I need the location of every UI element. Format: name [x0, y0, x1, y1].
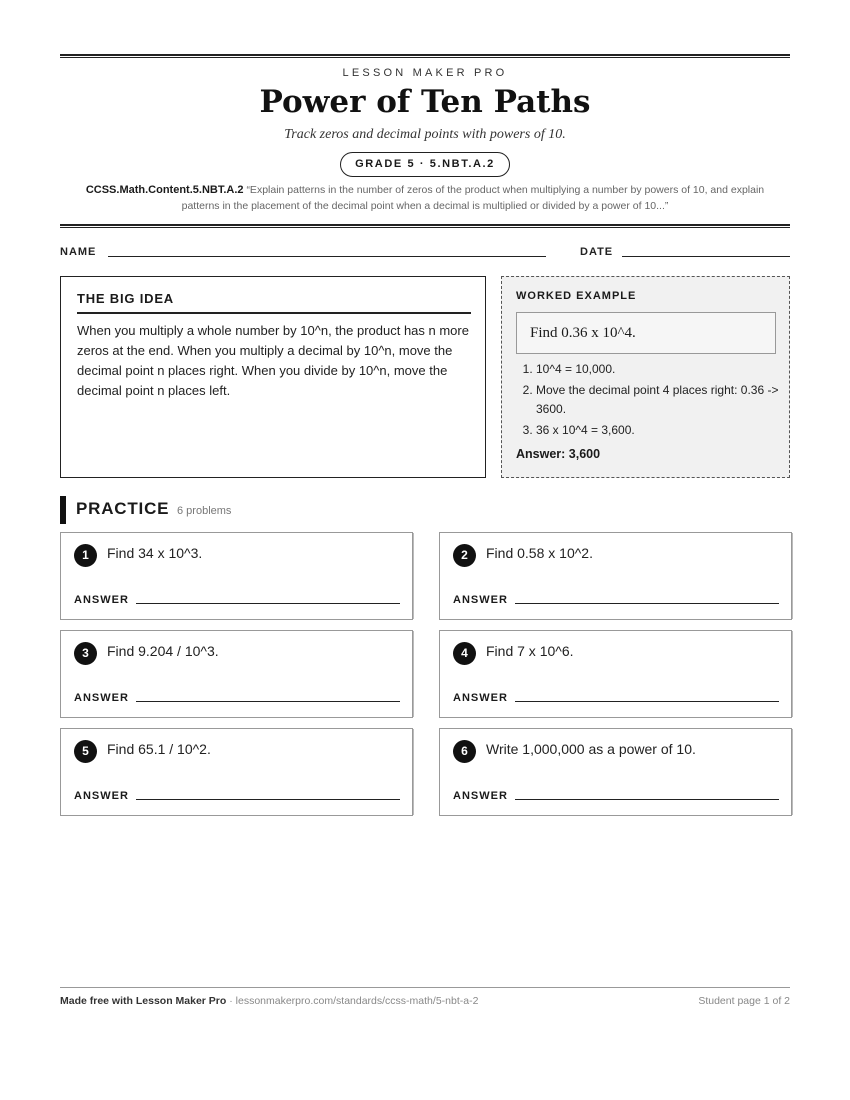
problem-question: Find 34 x 10^3.: [107, 545, 203, 561]
problem-card: [60, 532, 413, 620]
page-subtitle: Track zeros and decimal points with powers of 10.: [284, 127, 566, 142]
problem-card: [60, 728, 413, 816]
standard-text: “Explain patterns in the number of zeros of the product when multiplying a number by powers of 10, and explain patterns in the placement of the decimal point when a decimal is multiplied or divided by a power of 10...”: [181, 184, 765, 212]
problem-number: 6: [453, 740, 476, 763]
worked-example-prompt: Find 0.36 x 10^4.: [516, 312, 776, 354]
practice-accent-bar: [60, 496, 66, 524]
top-rule: [60, 54, 790, 58]
standard-statement: [70, 182, 780, 214]
problem-card: [439, 532, 792, 620]
footer-separator: ·: [226, 995, 236, 1007]
big-idea-body: When you multiply a whole number by 10^n, the product has n more zeros at the end. When you multiply a decimal by 10^n, move the decimal point n places right. When you divide by 10^n, move the decimal point n places left.: [77, 323, 469, 398]
standard-code: CCSS.Math.Content.5.NBT.A.2: [85, 184, 244, 196]
problem-number: 1: [74, 544, 97, 567]
problem-number: 3: [74, 642, 97, 665]
page-title: Power of Ten Paths: [259, 84, 591, 120]
practice-title: PRACTICE: [76, 499, 170, 518]
answer-label: ANSWER: [453, 692, 508, 704]
worked-example-answer: Answer: 3,600: [516, 447, 601, 461]
problem-question: Find 9.204 / 10^3.: [107, 643, 219, 659]
problem-number: 5: [74, 740, 97, 763]
worked-example-heading: WORKED EXAMPLE: [516, 290, 637, 302]
worked-example-step: 3. 36 x 10^4 = 3,600.: [536, 421, 798, 440]
name-field[interactable]: [108, 256, 546, 257]
problem-card: [439, 728, 792, 816]
footer-credit: [60, 995, 478, 1007]
footer-made-with: Made free with Lesson Maker Pro: [60, 995, 227, 1007]
answer-field[interactable]: [515, 603, 779, 604]
answer-field[interactable]: [515, 799, 779, 800]
answer-field[interactable]: [136, 799, 400, 800]
practice-count: 6 problems: [177, 505, 232, 517]
footer-rule: [60, 987, 790, 988]
worked-example-step: 2. Move the decimal point 4 places right: 0.36 -> 3600.: [536, 381, 798, 419]
brand-name: LESSON MAKER PRO: [342, 67, 508, 79]
big-idea-heading: THE BIG IDEA: [77, 291, 471, 314]
problem-card: [439, 630, 792, 718]
answer-label: ANSWER: [74, 594, 129, 606]
problem-question: Find 65.1 / 10^2.: [107, 741, 211, 757]
answer-label: ANSWER: [453, 790, 508, 802]
date-label: DATE: [580, 246, 614, 258]
problem-number: 2: [453, 544, 476, 567]
footer-url[interactable]: lessonmakerpro.com/standards/ccss-math/5-nbt-a-2: [235, 995, 479, 1007]
answer-field[interactable]: [136, 603, 400, 604]
problem-number: 4: [453, 642, 476, 665]
problem-card: [60, 630, 413, 718]
answer-field[interactable]: [136, 701, 400, 702]
student-fields: [60, 244, 790, 264]
problem-question: Find 7 x 10^6.: [486, 643, 574, 659]
answer-label: ANSWER: [74, 692, 129, 704]
answer-label: ANSWER: [74, 790, 129, 802]
answer-field[interactable]: [515, 701, 779, 702]
name-label: NAME: [60, 246, 97, 258]
problem-question: Write 1,000,000 as a power of 10.: [486, 741, 696, 757]
date-field[interactable]: [622, 256, 790, 257]
big-idea-box: [60, 276, 486, 478]
grade-badge: GRADE 5 · 5.NBT.A.2: [340, 152, 510, 177]
footer-page-label: Student page 1 of 2: [698, 995, 790, 1007]
worked-example-step: 1. 10^4 = 10,000.: [536, 360, 798, 379]
worked-example-steps: [516, 360, 798, 442]
answer-label: ANSWER: [453, 594, 508, 606]
header-bottom-rule: [60, 224, 790, 228]
worked-example-box: [501, 276, 790, 478]
problem-question: Find 0.58 x 10^2.: [486, 545, 593, 561]
